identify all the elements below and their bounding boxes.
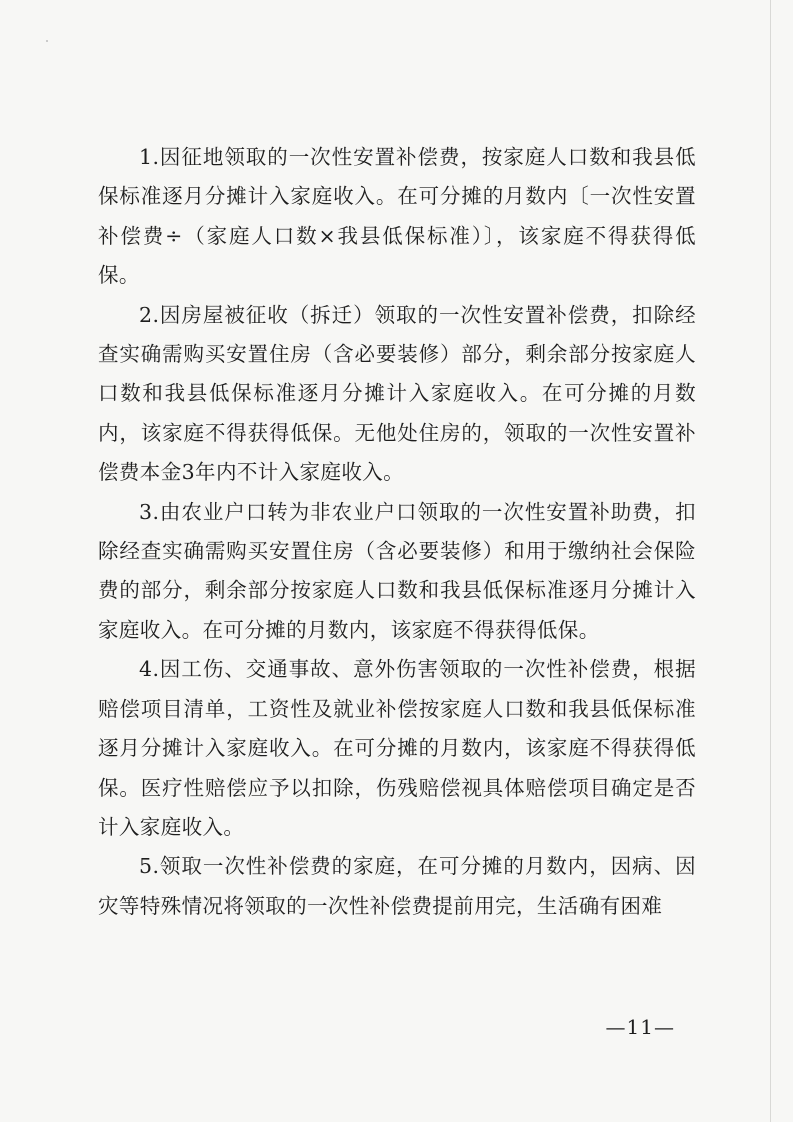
paragraph-4: 4.因工伤、交通事故、意外伤害领取的一次性补偿费，根据赔偿项目清单，工资性及就业补偿按家庭人口数和我县低保标准逐月分摊计入家庭收入。在可分摊的月数内，该家庭不得获得低保。医疗性赔偿应予以扣除，伤残赔偿视具体赔偿项目确定是否计入家庭收入。: [98, 657, 696, 839]
paragraph-3: 3.由农业户口转为非农业户口领取的一次性安置补助费，扣除经查实确需购买安置住房（含必要装修）和用于缴纳社会保险费的部分，剩余部分按家庭人口数和我县低保标准逐月分摊计入家庭收入。在可分摊的月数内，该家庭不得获得低保。: [98, 499, 696, 642]
paragraph-5: 5.领取一次性补偿费的家庭，在可分摊的月数内，因病、因灾等特殊情况将领取的一次性补偿费提前用完，生活确有困难: [98, 854, 696, 918]
paragraph-2: 2.因房屋被征收（拆迁）领取的一次性安置补偿费，扣除经查实确需购买安置住房（含必要装修）部分，剩余部分按家庭人口数和我县低保标准逐月分摊计入家庭收入。在可分摊的月数内，该家庭不得获得低保。无他处住房的，领取的一次性安置补偿费本金3年内不计入家庭收入。: [98, 302, 696, 485]
document-body: [98, 138, 696, 926]
paragraph-1: 1.因征地领取的一次性安置补偿费，按家庭人口数和我县低保标准逐月分摊计入家庭收入。在可分摊的月数内〔一次性安置补偿费÷（家庭人口数×我县低保标准）〕，该家庭不得获得低保。: [98, 145, 696, 288]
page-edge-line: [770, 0, 771, 1122]
page-number: —11—: [605, 1015, 675, 1039]
scan-speck: [46, 40, 48, 42]
